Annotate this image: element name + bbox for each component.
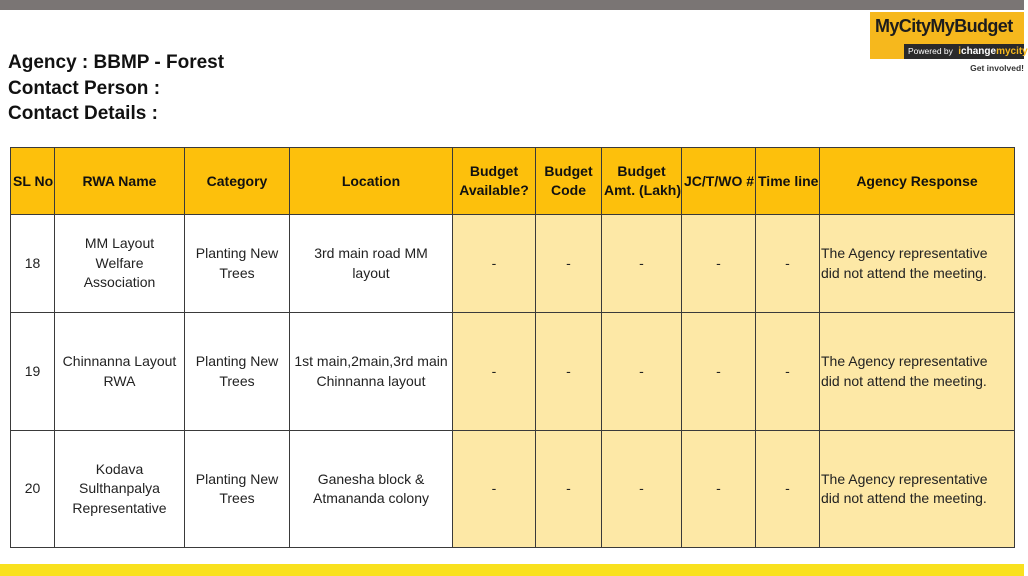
- header-sl-no: SL No: [11, 148, 55, 215]
- location-line2: Atmananda colony: [313, 490, 429, 506]
- header-jc-t-wo: JC/T/WO #: [682, 148, 756, 215]
- table-row: [11, 313, 1015, 431]
- cell-category: [185, 313, 290, 431]
- rwa-name-line1: MM Layout: [84, 235, 155, 252]
- header-rwa-name: RWA Name: [55, 148, 185, 215]
- header-time-line: Time line: [756, 148, 820, 215]
- cell-jc-t-wo: -: [682, 431, 756, 548]
- header-budget-available: [453, 148, 536, 215]
- rwa-name-line3: Association: [83, 274, 156, 291]
- header-budget-available-line1: Budget: [469, 163, 519, 179]
- rwa-name-line1: Kodava: [95, 460, 144, 477]
- rwa-name-line3: Representative: [72, 499, 167, 516]
- agency-info: [8, 50, 224, 127]
- response-line2: did not attend the meeting.: [821, 264, 987, 281]
- category-line2: Trees: [219, 264, 255, 281]
- table-header-row: [11, 148, 1015, 215]
- header-budget-amt-line2: Amt. (Lakh): [604, 182, 681, 198]
- brand-change: change: [961, 46, 997, 57]
- cell-budget-code: -: [536, 313, 602, 431]
- cell-rwa-name: [55, 431, 185, 548]
- category-line1: Planting New: [195, 245, 279, 261]
- rwa-name-line2: Welfare: [95, 254, 144, 271]
- header-budget-code: [536, 148, 602, 215]
- header-budget-amt-line1: Budget: [617, 163, 666, 179]
- cell-budget-available: -: [453, 431, 536, 548]
- location-line1: Ganesha block &: [317, 470, 425, 487]
- contact-details-label: Contact Details :: [8, 103, 158, 124]
- category-line1: Planting New: [195, 470, 279, 487]
- logo-powered-by: [904, 44, 1028, 59]
- header-budget-available-line2: Available?: [459, 182, 529, 198]
- cell-rwa-name: [55, 215, 185, 313]
- rwa-name-line2: RWA: [103, 372, 136, 389]
- cell-budget-amt: -: [602, 313, 682, 431]
- header-budget-code-line2: Code: [551, 182, 586, 198]
- cell-agency-response: [820, 313, 1015, 431]
- response-line1: The Agency representative: [821, 353, 988, 369]
- response-line1: The Agency representative: [821, 470, 988, 487]
- cell-budget-amt: -: [602, 215, 682, 313]
- response-line2: did not attend the meeting.: [821, 372, 987, 389]
- brand-mycity: mycity: [996, 46, 1028, 57]
- response-line1: The Agency representative: [821, 245, 988, 261]
- cell-budget-code: -: [536, 215, 602, 313]
- logo-title: MyCityMyBudget: [875, 16, 1013, 36]
- cell-budget-available: -: [453, 313, 536, 431]
- cell-agency-response: [820, 215, 1015, 313]
- location-line2: Chinnanna layout: [316, 372, 426, 389]
- header-budget-code-line1: Budget: [544, 163, 593, 179]
- ichangemycity-brand: [958, 46, 1027, 57]
- cell-time-line: -: [756, 313, 820, 431]
- brand-i: i: [958, 46, 962, 57]
- cell-category: [185, 431, 290, 548]
- category-line1: Planting New: [195, 353, 279, 369]
- category-line2: Trees: [219, 490, 255, 506]
- cell-time-line: -: [756, 215, 820, 313]
- cell-time-line: -: [756, 431, 820, 548]
- cell-rwa-name: [55, 313, 185, 431]
- logo-tagline: Get involved!: [970, 63, 1024, 73]
- cell-jc-t-wo: -: [682, 313, 756, 431]
- header-agency-response: Agency Response: [820, 148, 1015, 215]
- mycitymybudget-logo: [870, 12, 1028, 74]
- cell-budget-available: -: [453, 215, 536, 313]
- rwa-table: [10, 147, 1015, 548]
- table-row: [11, 215, 1015, 313]
- cell-location: [290, 431, 453, 548]
- category-line2: Trees: [219, 372, 255, 389]
- rwa-name-line2: Sulthanpalya: [79, 480, 160, 497]
- top-bar: [0, 0, 1024, 10]
- bottom-bar: [0, 564, 1024, 576]
- header-location: Location: [290, 148, 453, 215]
- cell-agency-response: [820, 431, 1015, 548]
- rwa-name-line1: Chinnanna Layout: [62, 353, 177, 369]
- agency-title: Agency : BBMP - Forest: [8, 52, 225, 73]
- cell-budget-code: -: [536, 431, 602, 548]
- cell-budget-amt: -: [602, 431, 682, 548]
- cell-location: [290, 215, 453, 313]
- header-budget-amt: [602, 148, 682, 215]
- response-line2: did not attend the meeting.: [821, 490, 987, 506]
- cell-jc-t-wo: -: [682, 215, 756, 313]
- cell-sl-no: 19: [11, 313, 55, 431]
- cell-category: [185, 215, 290, 313]
- cell-sl-no: 18: [11, 215, 55, 313]
- location-line1: 3rd main road MM: [314, 245, 428, 261]
- cell-location: [290, 313, 453, 431]
- logo-box: [870, 12, 1028, 59]
- location-line2: layout: [352, 264, 390, 281]
- contact-person-label: Contact Person :: [8, 77, 161, 99]
- header-category: Category: [185, 148, 290, 215]
- powered-by-text: Powered by: [908, 46, 953, 56]
- table-row: [11, 431, 1015, 548]
- cell-sl-no: 20: [11, 431, 55, 548]
- location-line1: 1st main,2main,3rd main: [294, 353, 448, 369]
